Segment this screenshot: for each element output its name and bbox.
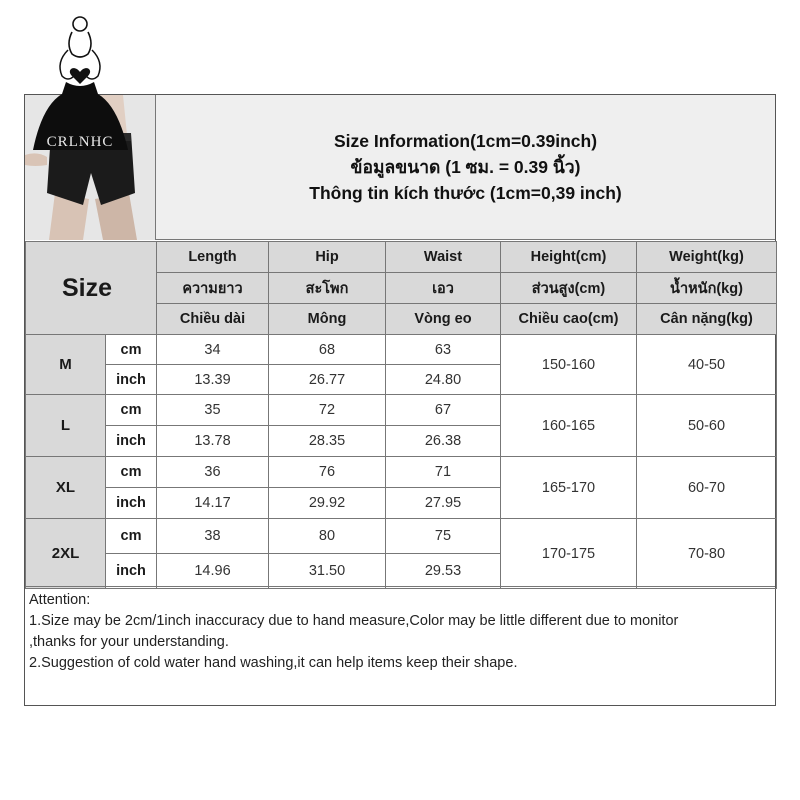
col-hip-vi: Mông [269, 304, 386, 335]
size-info-header [156, 95, 775, 240]
attention-note-1-cont: ,thanks for your understanding. [29, 634, 229, 650]
table-row [26, 335, 777, 365]
col-weight-vi: Cân nặng(kg) [637, 304, 777, 335]
col-height-vi: Chiều cao(cm) [501, 304, 637, 335]
size-label-l: L [26, 395, 106, 457]
cell-hip-inch: 26.77 [269, 365, 386, 395]
unit-cm: cm [106, 395, 157, 426]
cell-height: 165-170 [501, 457, 637, 519]
cell-length-cm: 38 [157, 519, 269, 554]
size-label-m: M [26, 335, 106, 395]
cell-height: 160-165 [501, 395, 637, 457]
cell-waist-inch: 26.38 [386, 426, 501, 457]
table-row [26, 457, 777, 488]
cell-weight: 60-70 [637, 457, 777, 519]
unit-cm: cm [106, 457, 157, 488]
col-weight-th: น้ำหนัก(kg) [637, 273, 777, 304]
col-waist-vi: Vòng eo [386, 304, 501, 335]
cell-length-inch: 13.39 [157, 365, 269, 395]
cell-waist-cm: 71 [386, 457, 501, 488]
col-hip-en: Hip [269, 242, 386, 273]
cell-length-inch: 14.17 [157, 488, 269, 519]
col-waist-th: เอว [386, 273, 501, 304]
unit-inch: inch [106, 426, 157, 457]
size-chart-sheet [24, 94, 776, 706]
cell-hip-cm: 80 [269, 519, 386, 554]
unit-cm: cm [106, 519, 157, 554]
col-waist-en: Waist [386, 242, 501, 273]
cell-length-inch: 13.78 [157, 426, 269, 457]
table-row [26, 395, 777, 426]
col-weight-en: Weight(kg) [637, 242, 777, 273]
size-label-2xl: 2XL [26, 519, 106, 589]
cell-hip-cm: 68 [269, 335, 386, 365]
column-header-row-en [26, 242, 777, 273]
cell-hip-inch: 29.92 [269, 488, 386, 519]
cell-waist-cm: 67 [386, 395, 501, 426]
cell-length-cm: 36 [157, 457, 269, 488]
cell-waist-inch: 24.80 [386, 365, 501, 395]
table-row [26, 519, 777, 554]
cell-hip-cm: 76 [269, 457, 386, 488]
cell-weight: 70-80 [637, 519, 777, 589]
cell-waist-cm: 63 [386, 335, 501, 365]
cell-waist-inch: 29.53 [386, 554, 501, 589]
size-header: Size [26, 242, 157, 335]
cell-length-cm: 34 [157, 335, 269, 365]
cell-height: 170-175 [501, 519, 637, 589]
unit-inch: inch [106, 554, 157, 589]
col-height-th: ส่วนสูง(cm) [501, 273, 637, 304]
cell-waist-inch: 27.95 [386, 488, 501, 519]
attention-note-2: 2.Suggestion of cold water hand washing,it can help items keep their shape. [29, 655, 518, 671]
cell-hip-inch: 31.50 [269, 554, 386, 589]
unit-inch: inch [106, 488, 157, 519]
attention-note-1: 1.Size may be 2cm/1inch inaccuracy due to hand measure,Color may be little different due to monitor [29, 613, 679, 629]
col-length-en: Length [157, 242, 269, 273]
unit-inch: inch [106, 365, 157, 395]
unit-cm: cm [106, 335, 157, 365]
cell-height: 150-160 [501, 335, 637, 395]
col-length-vi: Chiều dài [157, 304, 269, 335]
col-length-th: ความยาว [157, 273, 269, 304]
cell-length-inch: 14.96 [157, 554, 269, 589]
col-hip-th: สะโพก [269, 273, 386, 304]
size-info-title-th: ข้อมูลขนาด (1 ซม. = 0.39 นิ้ว) [350, 157, 581, 177]
attention-notes [25, 586, 775, 706]
size-info-title-en: Size Information(1cm=0.39inch) [333, 131, 598, 151]
brand-logo-text: CRLNHC [46, 134, 114, 150]
size-info-title-vi: Thông tin kích thước (1cm=0,39 inch) [309, 183, 622, 203]
size-table [25, 241, 777, 589]
cell-hip-inch: 28.35 [269, 426, 386, 457]
cell-weight: 40-50 [637, 335, 777, 395]
cell-length-cm: 35 [157, 395, 269, 426]
cell-waist-cm: 75 [386, 519, 501, 554]
size-label-xl: XL [26, 457, 106, 519]
attention-title: Attention: [29, 592, 91, 608]
cell-hip-cm: 72 [269, 395, 386, 426]
cell-weight: 50-60 [637, 395, 777, 457]
col-height-en: Height(cm) [501, 242, 637, 273]
